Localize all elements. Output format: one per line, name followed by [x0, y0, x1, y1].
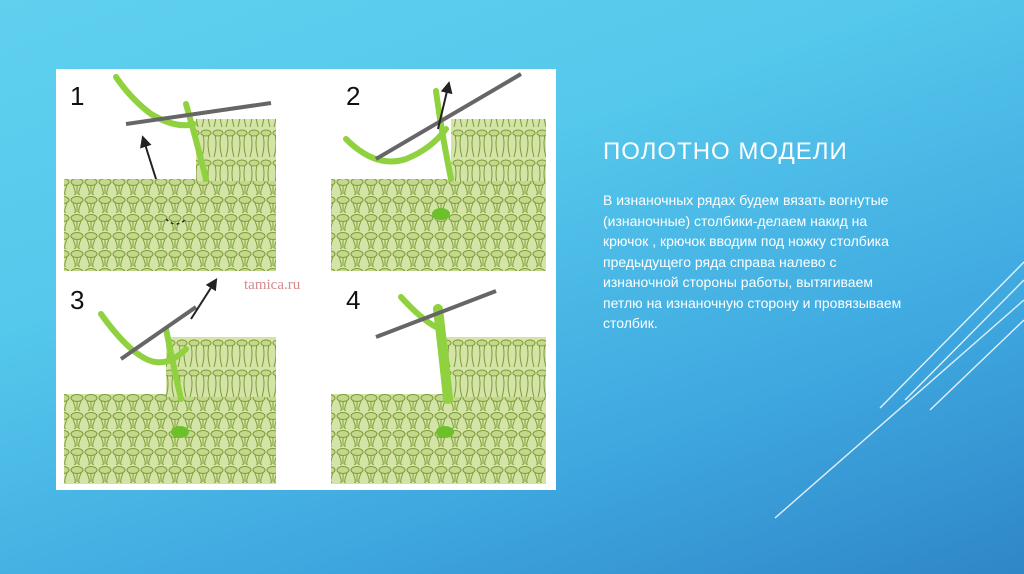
fabric-base: [64, 394, 276, 484]
highlighted-stitch: [171, 426, 189, 438]
slide-body-text: В изнаночных рядах будем вязать вогнутые (изнаночные) столбики-делаем накид на крючок , крючок вводим под ножку столбика предыдущего ряда справа налево с изнаночной стороны работы, вытягиваем петлю на изнаночную сторону и провязываем столбик.: [603, 192, 902, 331]
direction-arrow: [144, 141, 156, 179]
fabric-base: [331, 394, 546, 484]
step-4-number: 4: [346, 285, 361, 315]
deco-line: [930, 320, 1024, 410]
fabric-base: [64, 179, 276, 271]
fabric-base: [331, 179, 546, 271]
step-2-number: 2: [346, 81, 361, 111]
crochet-illustration: [56, 69, 556, 490]
deco-line: [905, 280, 1024, 400]
fabric-upper-row: [446, 337, 546, 397]
step-3-panel: [64, 283, 276, 484]
slide-title: ПОЛОТНО МОДЕЛИ: [603, 138, 848, 165]
fabric-upper-row: [166, 337, 276, 397]
step-4-panel: [331, 285, 546, 484]
yarn-stitch: [438, 309, 448, 399]
step-3-number: 3: [70, 285, 85, 315]
step-1-panel: [64, 77, 276, 271]
step-1-number: 1: [70, 81, 85, 111]
fabric-upper-row: [196, 119, 276, 181]
highlighted-stitch: [432, 208, 450, 220]
step-2-panel: [331, 74, 546, 271]
fabric-upper-row: [451, 119, 546, 181]
watermark: tamica.ru: [244, 277, 301, 293]
crochet-diagram: [56, 69, 556, 490]
direction-arrow: [191, 283, 214, 319]
highlighted-stitch: [436, 426, 454, 438]
